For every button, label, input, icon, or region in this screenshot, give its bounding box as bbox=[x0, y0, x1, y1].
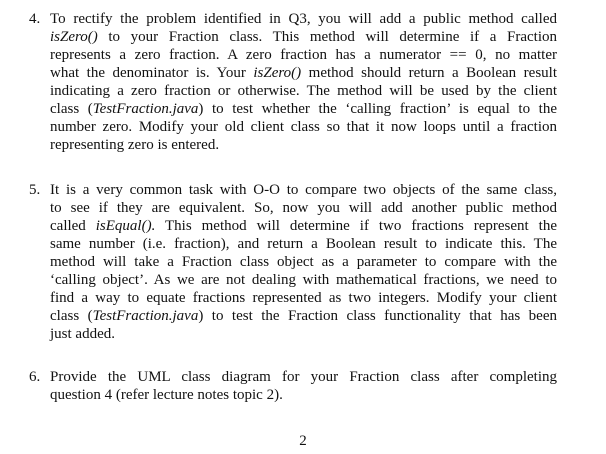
text-line: number zero. Modify your old client class so that it now loops until a fraction bbox=[50, 119, 557, 135]
text-line: called isEqual(). This method will determine if two fractions represent the bbox=[50, 218, 557, 234]
text-line: question 4 (refer lecture notes topic 2). bbox=[50, 387, 283, 403]
question-text bbox=[50, 368, 557, 404]
text-line: class (TestFraction.java) to test whether the ‘calling fraction’ is equal to the bbox=[50, 101, 557, 117]
text-line: same number (i.e. fraction), and return a Boolean result to indicate this. The bbox=[50, 236, 557, 252]
text-line: what the denominator is. Your isZero() method should return a Boolean result bbox=[50, 65, 557, 81]
question-text bbox=[50, 181, 557, 343]
text-line: to see if they are equivalent. So, now you will add another public method bbox=[50, 200, 557, 216]
text-line: method will take a Fraction class object as a parameter to compare with the bbox=[50, 254, 557, 270]
text-line: ‘calling object’. As we are not dealing with mathematical fractions, we need to bbox=[50, 272, 557, 288]
text-line: isZero() to your Fraction class. This method will determine if a Fraction bbox=[50, 29, 557, 45]
question-text bbox=[50, 10, 557, 154]
text-line: just added. bbox=[50, 326, 115, 342]
text-line: class (TestFraction.java) to test the Fraction class functionality that has been bbox=[50, 308, 557, 324]
question-number: 4. bbox=[29, 11, 41, 27]
page-number: 2 bbox=[299, 433, 307, 449]
text-line: representing zero is entered. bbox=[50, 137, 220, 153]
text-line: It is a very common task with O-O to compare two objects of the same class, bbox=[50, 182, 557, 198]
question-number: 5. bbox=[29, 182, 41, 198]
text-line: To rectify the problem identified in Q3, you will add a public method called bbox=[50, 11, 557, 27]
text-line: Provide the UML class diagram for your Fraction class after completing bbox=[50, 369, 557, 385]
question-number: 6. bbox=[29, 369, 41, 385]
text-line: represents a zero fraction. A zero fraction has a numerator == 0, no matter bbox=[50, 47, 557, 63]
text-line: find a way to equate fractions represented as two integers. Modify your client bbox=[50, 290, 557, 306]
text-line: indicating a zero fraction or otherwise. The method will be used by the client bbox=[50, 83, 557, 99]
